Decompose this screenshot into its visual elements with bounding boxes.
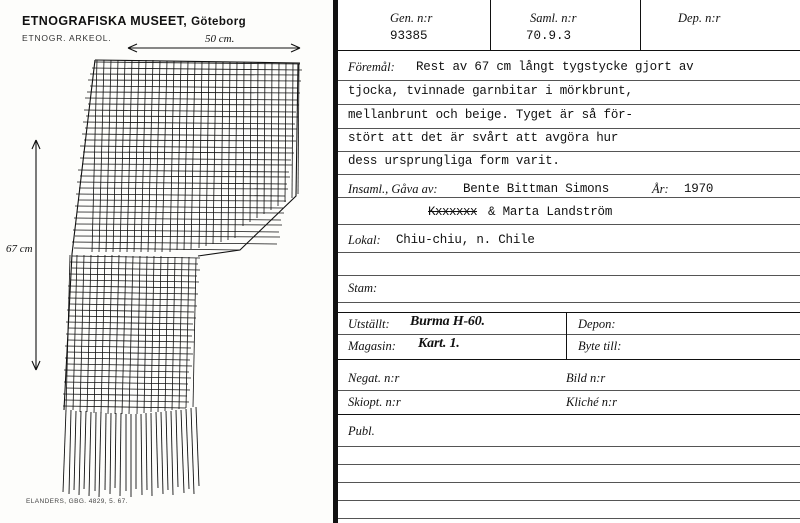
- object-rule-2: [338, 104, 800, 105]
- object-rule-3: [338, 128, 800, 129]
- specimen-drawing-panel: [0, 0, 333, 523]
- picture-label: Bild n:r: [566, 371, 606, 385]
- publication-rule-5: [338, 518, 800, 519]
- saml-nr-value[interactable]: 70.9.3: [526, 29, 572, 43]
- acquisition-label: Insaml., Gåva av:: [348, 182, 438, 196]
- exhibit-bottom-rule: [338, 359, 800, 360]
- header-divider-1: [490, 0, 491, 50]
- measurement-annotations: [0, 0, 333, 523]
- depon-label: Depon:: [578, 317, 616, 331]
- exhibit-value[interactable]: Burma H-60.: [410, 314, 485, 329]
- saml-nr-label: Saml. n:r: [530, 11, 577, 25]
- exhibit-top-rule: [338, 312, 800, 313]
- publication-rule-2: [338, 464, 800, 465]
- acquisition-year-label: År:: [652, 182, 669, 196]
- museum-city: Göteborg: [191, 16, 247, 28]
- cliche-label: Kliché n:r: [566, 395, 618, 409]
- object-line-2[interactable]: tjocka, tvinnade garnbitar i mörkbrunt,: [348, 84, 633, 98]
- locality-rule-2: [338, 275, 800, 276]
- acquisition-rule: [338, 224, 800, 225]
- archive-department-label: ETNOGR. ARKEOL.: [22, 33, 112, 43]
- object-line-3[interactable]: mellanbrunt och beige. Tyget är så för-: [348, 108, 633, 122]
- negative-label: Negat. n:r: [348, 371, 400, 385]
- publication-label: Publ.: [348, 424, 375, 438]
- object-line-4[interactable]: stört att det är svårt att avgöra hur: [348, 131, 619, 145]
- dep-nr-label: Dep. n:r: [678, 11, 721, 25]
- object-rule-4: [338, 151, 800, 152]
- museum-name: ETNOGRAFISKA MUSEET,: [22, 14, 188, 28]
- acquisition-line2-rest[interactable]: & Marta Landström: [488, 205, 613, 219]
- exchange-label: Byte till:: [578, 339, 622, 353]
- acquisition-year-value[interactable]: 1970: [684, 182, 714, 196]
- tribe-label: Stam:: [348, 281, 378, 295]
- exhibit-rule-1: [338, 334, 800, 335]
- locality-label: Lokal:: [348, 233, 381, 247]
- tribe-rule: [338, 302, 800, 303]
- media-bottom-rule: [338, 414, 800, 415]
- locality-rule: [338, 252, 800, 253]
- width-measurement-label: 50 cm.: [205, 33, 235, 45]
- exhibit-column-divider: [566, 312, 567, 359]
- acquisition-value[interactable]: Bente Bittman Simons: [463, 182, 610, 196]
- object-rule-1: [338, 80, 800, 81]
- slide-label: Skiopt. n:r: [348, 395, 401, 409]
- catalogue-form: [338, 0, 800, 523]
- publication-rule-4: [338, 500, 800, 501]
- publication-rule-1: [338, 446, 800, 447]
- header-bottom-rule: [338, 50, 800, 51]
- acquisition-line2-struck[interactable]: Kxxxxxx: [428, 205, 478, 219]
- object-rule-6: [338, 197, 800, 198]
- storage-label: Magasin:: [348, 339, 396, 353]
- header-divider-2: [640, 0, 641, 50]
- storage-value[interactable]: Kart. 1.: [418, 336, 460, 351]
- publication-rule-3: [338, 482, 800, 483]
- object-label: Föremål:: [348, 60, 395, 74]
- exhibit-label: Utställt:: [348, 317, 390, 331]
- height-measurement-label: 67 cm: [6, 243, 33, 255]
- gen-nr-value[interactable]: 93385: [390, 29, 428, 43]
- object-line-1[interactable]: Rest av 67 cm långt tygstycke gjort av: [416, 60, 694, 74]
- gen-nr-label: Gen. n:r: [390, 11, 433, 25]
- locality-value[interactable]: Chiu-chiu, n. Chile: [396, 233, 535, 247]
- media-rule-1: [338, 390, 800, 391]
- object-rule-5: [338, 174, 800, 175]
- object-line-5[interactable]: dess ursprungliga form varit.: [348, 154, 560, 168]
- printer-credit: ELANDERS, GBG. 4829, 5. 67.: [26, 498, 128, 505]
